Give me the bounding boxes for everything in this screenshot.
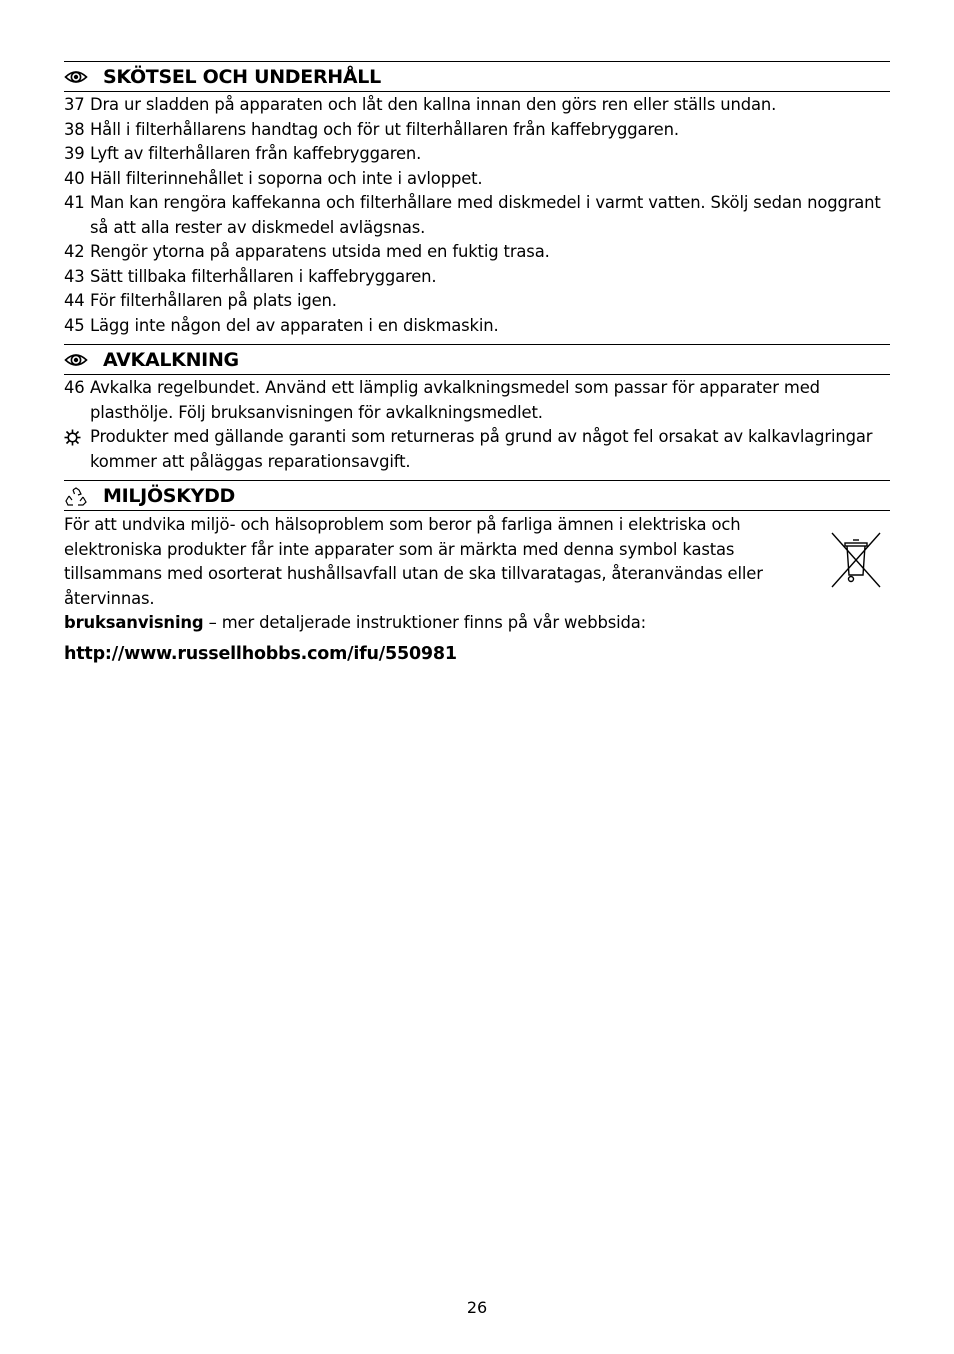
environment-block	[64, 513, 890, 666]
warning-text: Produkter med gällande garanti som returneras på grund av något fel orsakat av kalkavlagringar kommer att påläggas reparationsavgift.	[90, 427, 873, 471]
page-content	[64, 61, 890, 666]
page-number: 26	[466, 1298, 488, 1317]
item-text: Lyft av filterhållaren från kaffebryggaren.	[90, 144, 422, 163]
manual-line	[64, 611, 890, 636]
item-text: Häll filterinnehållet i soporna och inte i avloppet.	[90, 168, 483, 188]
sun-star-icon	[64, 425, 90, 474]
section-heading-environment	[64, 480, 890, 511]
item-number: 42	[64, 242, 85, 261]
descaling-list	[64, 376, 890, 474]
item-text: Man kan rengöra kaffekanna och filterhållare med diskmedel i varmt vatten. Skölj sedan noggrant så att alla rester av diskmedel avlägsnas.	[90, 193, 881, 237]
item-number: 46	[64, 378, 85, 397]
crossed-out-bin-icon	[830, 531, 882, 589]
list-item	[64, 314, 890, 339]
item-number: 43	[64, 266, 85, 286]
recycle-icon	[64, 487, 88, 505]
item-number: 45	[64, 315, 85, 335]
item-text: Lägg inte någon del av apparaten i en diskmaskin.	[90, 315, 499, 335]
item-text: Håll i filterhållarens handtag och för ut filterhållaren från kaffebryggaren.	[90, 119, 679, 139]
list-item	[64, 191, 890, 240]
item-number: 41	[64, 193, 85, 212]
item-number: 38	[64, 119, 85, 139]
list-item	[64, 289, 890, 314]
list-item	[64, 142, 890, 167]
manual-label: bruksanvisning	[64, 613, 204, 632]
list-item	[64, 240, 890, 265]
environment-paragraph: För att undvika miljö- och hälsoproblem som beror på farliga ämnen i elektriska och elektroniska produkter får inte apparater som är märkta med denna symbol kastas tillsammans med osorterat hushållsavfall utan de ska tillvaratagas, återanvändas eller återvinnas.	[64, 515, 763, 608]
care-list	[64, 93, 890, 338]
section-heading-care	[64, 61, 890, 92]
item-number: 40	[64, 168, 85, 188]
item-number: 44	[64, 291, 85, 310]
section-heading-descaling	[64, 344, 890, 375]
item-text: För filterhållaren på plats igen.	[90, 291, 337, 310]
section-title: AVKALKNING	[103, 348, 239, 371]
warning-item	[64, 425, 890, 474]
item-text: Dra ur sladden på apparaten och låt den kallna innan den görs ren eller ställs undan.	[90, 95, 777, 114]
eye-icon	[64, 351, 88, 369]
list-item	[64, 167, 890, 192]
section-title: MILJÖSKYDD	[103, 484, 236, 507]
item-text: Sätt tillbaka filterhållaren i kaffebryggaren.	[90, 266, 437, 286]
list-item	[64, 265, 890, 290]
eye-icon	[64, 68, 88, 86]
list-item	[64, 118, 890, 143]
manual-text: – mer detaljerade instruktioner finns på vår webbsida:	[203, 613, 647, 632]
manual-url-link[interactable]: http://www.russellhobbs.com/ifu/550981	[64, 643, 457, 664]
section-title: SKÖTSEL OCH UNDERHÅLL	[103, 65, 381, 88]
item-number: 39	[64, 144, 85, 163]
list-item	[64, 376, 890, 425]
item-number: 37	[64, 95, 85, 114]
item-text: Rengör ytorna på apparatens utsida med en fuktig trasa.	[90, 242, 550, 261]
list-item	[64, 93, 890, 118]
item-text: Avkalka regelbundet. Använd ett lämplig avkalkningsmedel som passar för apparater med plasthölje. Följ bruksanvisningen för avkalkningsmedlet.	[90, 378, 820, 422]
